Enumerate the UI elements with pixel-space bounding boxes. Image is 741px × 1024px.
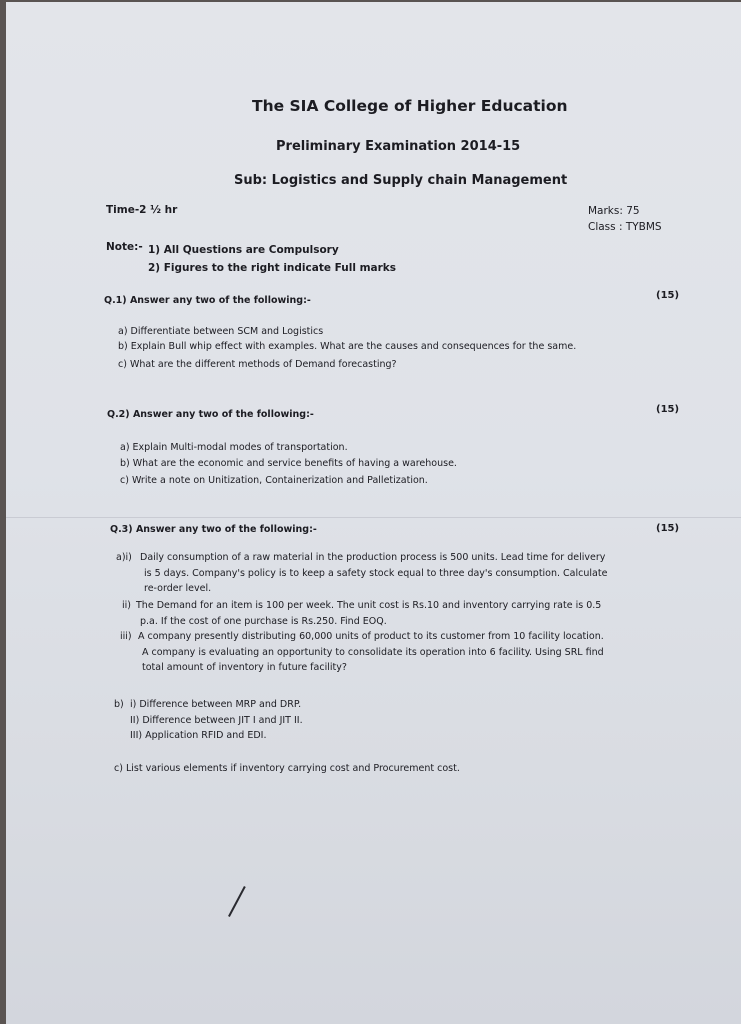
q3-a-i-line-2: is 5 days. Company's policy is to keep a safety stock equal to three day's consumption. Calculate [144,567,608,579]
q2-marks: (15) [656,404,680,415]
q2-item-c: c) Write a note on Unitization, Containerization and Palletization. [120,475,428,486]
q3-heading: Q.3) Answer any two of the following:- [110,524,317,535]
note-line-2: 2) Figures to the right indicate Full marks [148,262,397,274]
q3-a-iii-line-2: A company is evaluating an opportunity to consolidate its operation into 6 facility. Using SRL find [142,646,604,658]
q3-marks: (15) [656,523,680,534]
q3-a-iii-text [138,629,604,676]
q2-item-b: b) What are the economic and service benefits of having a warehouse. [120,458,457,469]
note-line-1: 1) All Questions are Compulsory [148,244,339,256]
college-title: The SIA College of Higher Education [252,97,568,115]
q3-a-ii-line-1: The Demand for an item is 100 per week. The unit cost is Rs.10 and inventory carrying rate is 0.5 [136,600,602,611]
q3-a-iii-line-1: A company presently distributing 60,000 units of product to its customer from 10 facility location. [138,631,604,642]
q3-b-item-3: III) Application RFID and EDI. [130,730,267,741]
q3-a-i-text [140,550,607,597]
q3-b-label: b) [114,699,124,710]
exam-paper [6,2,741,1024]
exam-title: Preliminary Examination 2014-15 [276,139,521,154]
q3-a-ii-text [136,598,601,629]
q1-marks: (15) [656,290,680,301]
class-label: Class : TYBMS [588,221,662,233]
q3-c: c) List various elements if inventory carrying cost and Procurement cost. [114,763,460,774]
subject-title: Sub: Logistics and Supply chain Management [234,173,568,188]
note-label: Note:- [106,241,143,253]
q3-a-ii-line-2: p.a. If the cost of one purchase is Rs.250. Find EOQ. [140,615,387,627]
q3-b-item-2: II) Difference between JIT I and JIT II. [130,714,303,726]
q2-item-a: a) Explain Multi-modal modes of transportation. [120,442,348,453]
pen-tick-mark [228,886,246,917]
q3-b-item-1: i) Difference between MRP and DRP. [130,699,302,710]
q2-heading: Q.2) Answer any two of the following:- [107,409,314,420]
q1-heading: Q.1) Answer any two of the following:- [104,295,311,306]
q3-a-iii-label: iii) [120,631,132,642]
q1-item-b: b) Explain Bull whip effect with examples. What are the causes and consequences for the same. [118,341,577,352]
q1-item-c: c) What are the different methods of Demand forecasting? [118,359,397,370]
q3-b-list [130,697,303,744]
time-label: Time-2 ½ hr [106,204,178,216]
q1-item-a: a) Differentiate between SCM and Logistics [118,326,324,337]
paper-fold-line [6,517,741,518]
q3-a-i-line-1: Daily consumption of a raw material in the production process is 500 units. Lead time for delivery [140,552,606,563]
q3-a-ii-label: ii) [122,600,131,611]
q3-a-i-label: a)i) [116,552,132,563]
q3-a-i-line-3: re-order level. [144,583,212,594]
q3-a-iii-line-3: total amount of inventory in future facility? [142,662,347,673]
marks-label: Marks: 75 [588,205,640,217]
